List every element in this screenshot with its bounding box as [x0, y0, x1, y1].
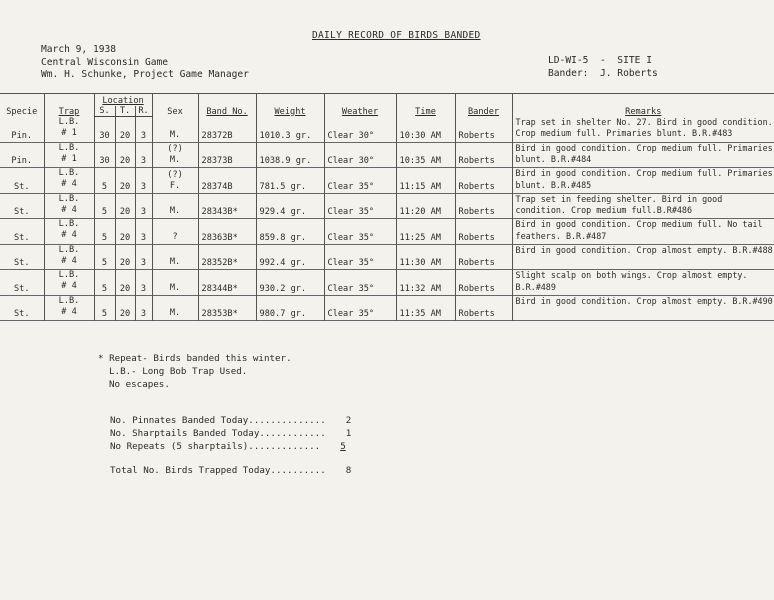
r-cell: 3 — [135, 193, 152, 219]
total-repeats: No Repeats (5 sharptails)............. 5 — [110, 441, 346, 452]
weather-cell: Clear 35° — [324, 193, 396, 219]
s-cell: 5 — [94, 295, 115, 321]
date: March 9, 1938 — [41, 44, 117, 55]
table-row — [0, 142, 774, 168]
weight-cell: 1038.9 gr. — [256, 142, 324, 168]
bander-cell: Roberts — [455, 142, 512, 168]
bander-cell: Roberts — [455, 219, 512, 245]
r-cell: 3 — [135, 168, 152, 194]
table-row — [0, 244, 774, 270]
species-cell: St. — [0, 244, 44, 270]
trap-cell: L.B. # 4 — [44, 168, 94, 194]
t-cell: 20 — [115, 168, 135, 194]
weight-cell: 781.5 gr. — [256, 168, 324, 194]
col-bander: Bander — [455, 94, 512, 117]
t-cell: 20 — [115, 117, 135, 143]
note-trap: L.B.- Long Bob Trap Used. — [109, 366, 248, 377]
bander-cell: Roberts — [455, 295, 512, 321]
species-cell: Pin. — [0, 117, 44, 143]
t-cell: 20 — [115, 219, 135, 245]
col-weather: Weather — [324, 94, 396, 117]
site-code: LD-WI-5 - SITE I — [548, 55, 652, 66]
t-cell: 20 — [115, 244, 135, 270]
trap-cell: L.B. # 4 — [44, 244, 94, 270]
weight-cell: 859.8 gr. — [256, 219, 324, 245]
sex-cell: M. — [152, 193, 198, 219]
r-cell: 3 — [135, 295, 152, 321]
totals — [110, 414, 351, 477]
table-row — [0, 193, 774, 219]
band-cell: 28373B — [198, 142, 256, 168]
col-s: S. — [94, 106, 115, 117]
bander-cell: Roberts — [455, 117, 512, 143]
header-left — [41, 44, 249, 82]
trap-cell: L.B. # 4 — [44, 219, 94, 245]
remarks-cell: Trap set in shelter No. 27. Bird in good condition. Crop medium full. Primaries blunt. B.R.#483 — [515, 116, 773, 138]
bander-cell: Roberts — [455, 193, 512, 219]
table-row — [0, 117, 774, 143]
col-sex: Sex — [152, 94, 198, 117]
r-cell: 3 — [135, 142, 152, 168]
remarks-cell: Bird in good condition. Crop medium full. No tail feathers. B.R.#487 — [515, 219, 763, 241]
note-escapes: No escapes. — [109, 379, 170, 390]
col-weight: Weight — [256, 94, 324, 117]
species-cell: St. — [0, 219, 44, 245]
trap-cell: L.B. # 4 — [44, 295, 94, 321]
s-cell: 5 — [94, 193, 115, 219]
weather-cell: Clear 35° — [324, 270, 396, 296]
s-cell: 30 — [94, 142, 115, 168]
col-band: Band No. — [198, 94, 256, 117]
weather-cell: Clear 30° — [324, 117, 396, 143]
weather-cell: Clear 35° — [324, 295, 396, 321]
remarks-cell: Bird in good condition. Crop almost empty. B.R.#490 — [515, 295, 773, 306]
s-cell: 5 — [94, 244, 115, 270]
note-repeat: * Repeat- Birds banded this winter. — [98, 353, 292, 364]
weight-cell: 929.4 gr. — [256, 193, 324, 219]
col-remarks: Remarks — [512, 94, 774, 117]
bander-cell: Roberts — [455, 244, 512, 270]
t-cell: 20 — [115, 142, 135, 168]
r-cell: 3 — [135, 219, 152, 245]
species-cell: St. — [0, 270, 44, 296]
sex-cell: M. — [152, 295, 198, 321]
trap-cell: L.B. # 4 — [44, 270, 94, 296]
t-cell: 20 — [115, 193, 135, 219]
total-trapped: Total No. Birds Trapped Today.......... 8 — [110, 465, 352, 476]
bander-cell: Roberts — [455, 168, 512, 194]
time-cell: 10:35 AM — [396, 142, 455, 168]
time-cell: 11:15 AM — [396, 168, 455, 194]
time-cell: 11:35 AM — [396, 295, 455, 321]
band-cell: 28352B* — [198, 244, 256, 270]
band-cell: 28374B — [198, 168, 256, 194]
r-cell: 3 — [135, 117, 152, 143]
weight-cell: 992.4 gr. — [256, 244, 324, 270]
total-sharptails: No. Sharptails Banded Today............ 1 — [110, 428, 352, 439]
col-t: T. — [115, 106, 135, 117]
sex-cell: ? — [152, 219, 198, 245]
remarks-cell: Bird in good condition. Crop medium full. Primaries blunt. B.R.#484 — [515, 142, 773, 164]
weight-cell: 930.2 gr. — [256, 270, 324, 296]
table-row — [0, 219, 774, 245]
r-cell: 3 — [135, 244, 152, 270]
band-cell: 28344B* — [198, 270, 256, 296]
species-cell: Pin. — [0, 142, 44, 168]
remarks-cell: Slight scalp on both wings. Crop almost empty. B.R.#489 — [515, 270, 748, 292]
s-cell: 5 — [94, 219, 115, 245]
t-cell: 20 — [115, 270, 135, 296]
sex-cell: (?) M. — [152, 142, 198, 168]
sex-cell: (?) F. — [152, 168, 198, 194]
bander-cell: Roberts — [455, 270, 512, 296]
banding-table — [0, 93, 774, 321]
band-cell: 28363B* — [198, 219, 256, 245]
col-time: Time — [396, 94, 455, 117]
band-cell: 28372B — [198, 117, 256, 143]
table-row — [0, 270, 774, 296]
time-cell: 11:30 AM — [396, 244, 455, 270]
time-cell: 11:25 AM — [396, 219, 455, 245]
sex-cell: M. — [152, 270, 198, 296]
time-cell: 11:32 AM — [396, 270, 455, 296]
band-cell: 28353B* — [198, 295, 256, 321]
weight-cell: 980.7 gr. — [256, 295, 324, 321]
table-row — [0, 295, 774, 321]
manager: Wm. H. Schunke, Project Game Manager — [41, 69, 249, 80]
s-cell: 30 — [94, 117, 115, 143]
r-cell: 3 — [135, 270, 152, 296]
weather-cell: Clear 30° — [324, 142, 396, 168]
header-right — [548, 55, 658, 80]
remarks-cell: Trap set in feeding shelter. Bird in good condition. Crop medium full.B.R#486 — [515, 193, 723, 215]
species-cell: St. — [0, 193, 44, 219]
band-cell: 28343B* — [198, 193, 256, 219]
document-title: DAILY RECORD OF BIRDS BANDED — [312, 30, 481, 41]
footnotes — [98, 352, 292, 391]
trap-cell: L.B. # 4 — [44, 193, 94, 219]
organization: Central Wisconsin Game — [41, 56, 169, 68]
bander-name: Bander: J. Roberts — [548, 67, 658, 79]
s-cell: 5 — [94, 270, 115, 296]
col-location: Location — [94, 94, 152, 107]
time-cell: 11:20 AM — [396, 193, 455, 219]
col-trap: Trap — [44, 94, 94, 117]
weather-cell: Clear 35° — [324, 244, 396, 270]
col-species: Specie — [0, 94, 44, 117]
weight-cell: 1010.3 gr. — [256, 117, 324, 143]
sex-cell: M. — [152, 244, 198, 270]
trap-cell: L.B. # 1 — [44, 117, 94, 143]
trap-cell: L.B. # 1 — [44, 142, 94, 168]
s-cell: 5 — [94, 168, 115, 194]
t-cell: 20 — [115, 295, 135, 321]
table-row — [0, 168, 774, 194]
species-cell: St. — [0, 295, 44, 321]
total-pinnates: No. Pinnates Banded Today.............. 2 — [110, 415, 352, 426]
col-r: R. — [135, 106, 152, 117]
sex-cell: M. — [152, 117, 198, 143]
species-cell: St. — [0, 168, 44, 194]
remarks-cell: Bird in good condition. Crop almost empty. B.R.#488 — [515, 244, 773, 255]
remarks-cell: Bird in good condition. Crop medium full. Primaries blunt. B.R.#485 — [515, 168, 773, 190]
weather-cell: Clear 35° — [324, 168, 396, 194]
weather-cell: Clear 35° — [324, 219, 396, 245]
time-cell: 10:30 AM — [396, 117, 455, 143]
